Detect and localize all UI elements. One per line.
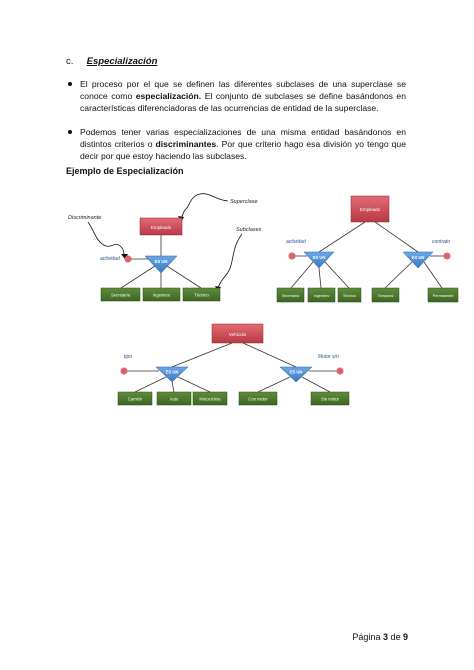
superclase-arrow bbox=[181, 194, 228, 220]
isa-label: ES UN bbox=[289, 369, 303, 375]
discriminant-label: actividad bbox=[286, 239, 306, 245]
subclass-label: Ingeniero bbox=[313, 294, 330, 298]
diagram-2 bbox=[277, 196, 458, 302]
bullet-item bbox=[66, 78, 406, 114]
isa-label: ES UN bbox=[411, 255, 425, 260]
bullet-text: El proceso por el que se definen las diferentes subclases de una superclase se conoce como bbox=[80, 79, 406, 101]
annotation-discriminante: Discriminante bbox=[68, 215, 102, 221]
footer-prefix: Página bbox=[352, 632, 383, 642]
example-title: Ejemplo de Especialización bbox=[66, 166, 184, 176]
subclass-label: Técnico bbox=[342, 294, 357, 298]
bullet-item bbox=[66, 126, 406, 162]
specialization-diagrams bbox=[0, 180, 474, 420]
subclass-label: Auto bbox=[169, 396, 179, 402]
bullet-text: El conjunto de subclases se define basándonos en características diferenciadoras de las ocurrencias de entidad de la superclase. bbox=[80, 91, 406, 113]
superclass-label: Vehículo bbox=[228, 332, 247, 337]
subclass-label: Secretaria bbox=[110, 292, 131, 298]
discriminant-dot bbox=[289, 253, 296, 260]
subclass-label: Secretaria bbox=[281, 294, 300, 298]
isa-label: ES UN bbox=[165, 369, 179, 375]
superclass-label: Empleado bbox=[359, 207, 381, 212]
subclass-label: Sin motor bbox=[321, 396, 339, 402]
footer-total-pages: 9 bbox=[402, 632, 408, 642]
diagram-3 bbox=[118, 324, 349, 405]
section-heading bbox=[66, 56, 157, 67]
bullet-bold-term: discriminantes bbox=[155, 139, 217, 149]
footer-current-page: 3 bbox=[382, 632, 388, 642]
annotation-subclases: Subclases bbox=[236, 227, 262, 233]
diagram-1 bbox=[68, 194, 262, 301]
discriminante-arrow bbox=[88, 222, 125, 258]
section-title: Especialización bbox=[86, 56, 158, 67]
subclass-label: Técnico bbox=[194, 292, 209, 298]
footer-middle: de bbox=[387, 632, 403, 642]
discriminant-dot bbox=[337, 368, 344, 375]
discriminant-label: tipo bbox=[124, 354, 133, 360]
discriminant-dot bbox=[444, 253, 451, 260]
discriminant-dot bbox=[125, 256, 132, 263]
subclass-label: Con motor bbox=[248, 396, 268, 402]
discriminant-label: Motor s/n bbox=[318, 354, 339, 360]
subclass-label: Camión bbox=[127, 396, 143, 402]
subclass-label: Motocicleta bbox=[199, 396, 221, 402]
bullet-bold-term: especialización. bbox=[135, 91, 202, 101]
bullet-text: Podemos tener varias especializaciones de una misma entidad basándonos en distintos criterios o bbox=[80, 127, 406, 149]
annotation-superclase: Superclase bbox=[230, 199, 258, 205]
section-letter: c. bbox=[66, 56, 74, 67]
page-footer bbox=[352, 632, 408, 642]
isa-label: ES UN bbox=[154, 259, 168, 264]
superclass-label: Empleado bbox=[150, 225, 172, 230]
bullet-list bbox=[66, 78, 406, 174]
discriminant-label: contrato bbox=[432, 239, 451, 245]
subclases-arrow bbox=[218, 234, 242, 290]
isa-label: ES UN bbox=[312, 255, 326, 260]
subclass-label: Temporal bbox=[377, 294, 394, 298]
discriminant-label: actividad bbox=[100, 256, 120, 262]
bullet-text: . Por que criterio hago esa división yo tengo que decir por que estoy haciendo las subclases. bbox=[80, 139, 406, 161]
subclass-label: Permanente bbox=[432, 294, 454, 298]
subclass-label: Ingeniero bbox=[152, 292, 171, 298]
discriminant-dot bbox=[121, 368, 128, 375]
